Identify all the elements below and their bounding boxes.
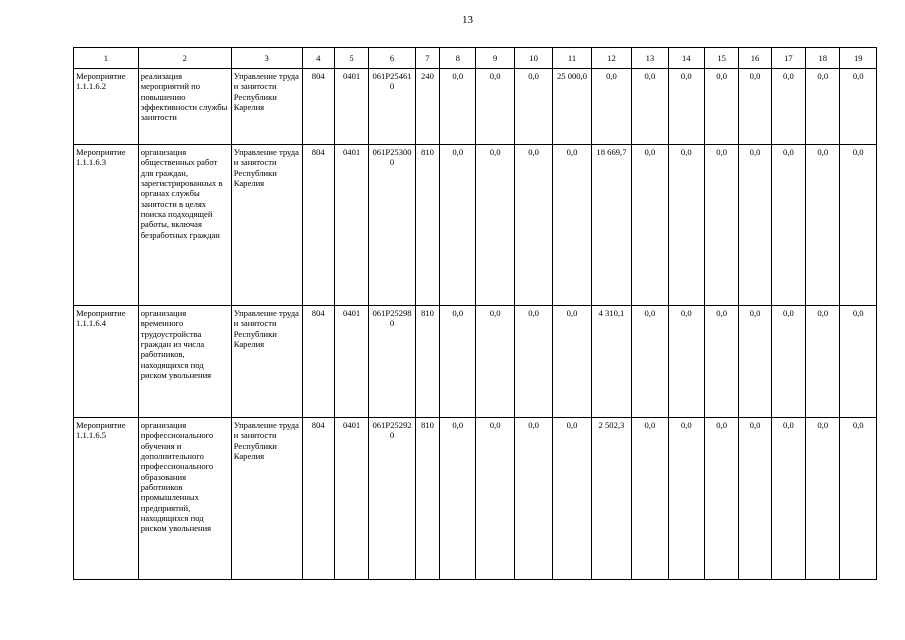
table-row [74, 306, 877, 418]
activity-description-cell: организация профессионального обучения и дополнительного профессионального образования работников промышленных предприятий, находящихся под риском увольнения [138, 418, 231, 580]
value-cell: 0,0 [476, 418, 514, 580]
table-row [74, 69, 877, 145]
value-cell: 0,0 [514, 306, 552, 418]
value-cell: 0,0 [739, 69, 771, 145]
value-cell: 0,0 [476, 306, 514, 418]
value-cell: 0,0 [806, 69, 840, 145]
value-cell: 0,0 [514, 145, 552, 306]
value-cell: 0,0 [806, 145, 840, 306]
value-cell: 0,0 [840, 145, 877, 306]
value-cell: 0,0 [704, 145, 738, 306]
grbs-code-cell: 804 [302, 145, 334, 306]
section-code-cell: 0401 [334, 69, 368, 145]
value-cell: 0,0 [840, 69, 877, 145]
value-cell: 25 000,0 [553, 69, 591, 145]
value-cell: 0,0 [514, 69, 552, 145]
target-article-cell: 061Р253000 [369, 145, 416, 306]
agency-cell: Управление труда и занятости Республики Карелия [231, 145, 302, 306]
activity-code-cell: Мероприятие 1.1.1.6.4 [74, 306, 139, 418]
value-cell: 0,0 [440, 418, 476, 580]
value-cell: 0,0 [632, 306, 668, 418]
header-cell: 19 [840, 48, 877, 69]
header-cell: 6 [369, 48, 416, 69]
value-cell: 0,0 [771, 69, 805, 145]
agency-cell: Управление труда и занятости Республики Карелия [231, 306, 302, 418]
grbs-code-cell: 804 [302, 69, 334, 145]
header-cell: 10 [514, 48, 552, 69]
value-cell: 0,0 [739, 418, 771, 580]
value-cell: 0,0 [704, 418, 738, 580]
value-cell: 0,0 [553, 418, 591, 580]
value-cell: 0,0 [704, 306, 738, 418]
expense-type-cell: 810 [415, 418, 439, 580]
section-code-cell: 0401 [334, 306, 368, 418]
value-cell: 0,0 [668, 145, 704, 306]
value-cell: 0,0 [668, 69, 704, 145]
activity-code-cell: Мероприятие 1.1.1.6.3 [74, 145, 139, 306]
expense-type-cell: 240 [415, 69, 439, 145]
header-cell: 5 [334, 48, 368, 69]
header-cell: 14 [668, 48, 704, 69]
activity-description-cell: организация общественных работ для граждан, зарегистрированных в органах службы занятости в целях поиска подходящей работы, включая безработных граждан [138, 145, 231, 306]
budget-table [73, 47, 877, 580]
section-code-cell: 0401 [334, 418, 368, 580]
value-cell: 0,0 [739, 145, 771, 306]
header-cell: 11 [553, 48, 591, 69]
value-cell: 0,0 [668, 306, 704, 418]
grbs-code-cell: 804 [302, 418, 334, 580]
expense-type-cell: 810 [415, 306, 439, 418]
table-row [74, 418, 877, 580]
value-cell: 0,0 [440, 306, 476, 418]
activity-description-cell: организация временного трудоустройства граждан из числа работников, находящихся под риском увольнения [138, 306, 231, 418]
value-cell: 0,0 [840, 418, 877, 580]
expense-type-cell: 810 [415, 145, 439, 306]
value-cell: 0,0 [771, 306, 805, 418]
header-cell: 8 [440, 48, 476, 69]
value-cell: 18 669,7 [591, 145, 631, 306]
activity-code-cell: Мероприятие 1.1.1.6.2 [74, 69, 139, 145]
activity-description-cell: реализация мероприятий по повышению эффективности службы занятости [138, 69, 231, 145]
header-cell: 16 [739, 48, 771, 69]
value-cell: 0,0 [739, 306, 771, 418]
target-article-cell: 061Р252920 [369, 418, 416, 580]
header-cell: 2 [138, 48, 231, 69]
value-cell: 0,0 [440, 69, 476, 145]
value-cell: 0,0 [440, 145, 476, 306]
value-cell: 0,0 [591, 69, 631, 145]
section-code-cell: 0401 [334, 145, 368, 306]
value-cell: 0,0 [806, 418, 840, 580]
agency-cell: Управление труда и занятости Республики Карелия [231, 418, 302, 580]
value-cell: 0,0 [668, 418, 704, 580]
value-cell: 0,0 [632, 145, 668, 306]
activity-code-cell: Мероприятие 1.1.1.6.5 [74, 418, 139, 580]
value-cell: 0,0 [840, 306, 877, 418]
header-cell: 18 [806, 48, 840, 69]
value-cell: 2 502,3 [591, 418, 631, 580]
header-cell: 12 [591, 48, 631, 69]
value-cell: 0,0 [476, 69, 514, 145]
value-cell: 0,0 [806, 306, 840, 418]
agency-cell: Управление труда и занятости Республики Карелия [231, 69, 302, 145]
header-cell: 1 [74, 48, 139, 69]
header-cell: 17 [771, 48, 805, 69]
header-cell: 3 [231, 48, 302, 69]
header-cell: 15 [704, 48, 738, 69]
value-cell: 0,0 [704, 69, 738, 145]
value-cell: 0,0 [476, 145, 514, 306]
value-cell: 0,0 [514, 418, 552, 580]
value-cell: 0,0 [632, 69, 668, 145]
value-cell: 0,0 [553, 306, 591, 418]
grbs-code-cell: 804 [302, 306, 334, 418]
table-header-row [74, 48, 877, 69]
value-cell: 0,0 [632, 418, 668, 580]
value-cell: 0,0 [771, 145, 805, 306]
page-number: 13 [462, 14, 473, 26]
table-row [74, 145, 877, 306]
header-cell: 9 [476, 48, 514, 69]
target-article-cell: 061Р254610 [369, 69, 416, 145]
value-cell: 0,0 [553, 145, 591, 306]
header-cell: 13 [632, 48, 668, 69]
header-cell: 4 [302, 48, 334, 69]
header-cell: 7 [415, 48, 439, 69]
value-cell: 4 310,1 [591, 306, 631, 418]
target-article-cell: 061Р252980 [369, 306, 416, 418]
value-cell: 0,0 [771, 418, 805, 580]
